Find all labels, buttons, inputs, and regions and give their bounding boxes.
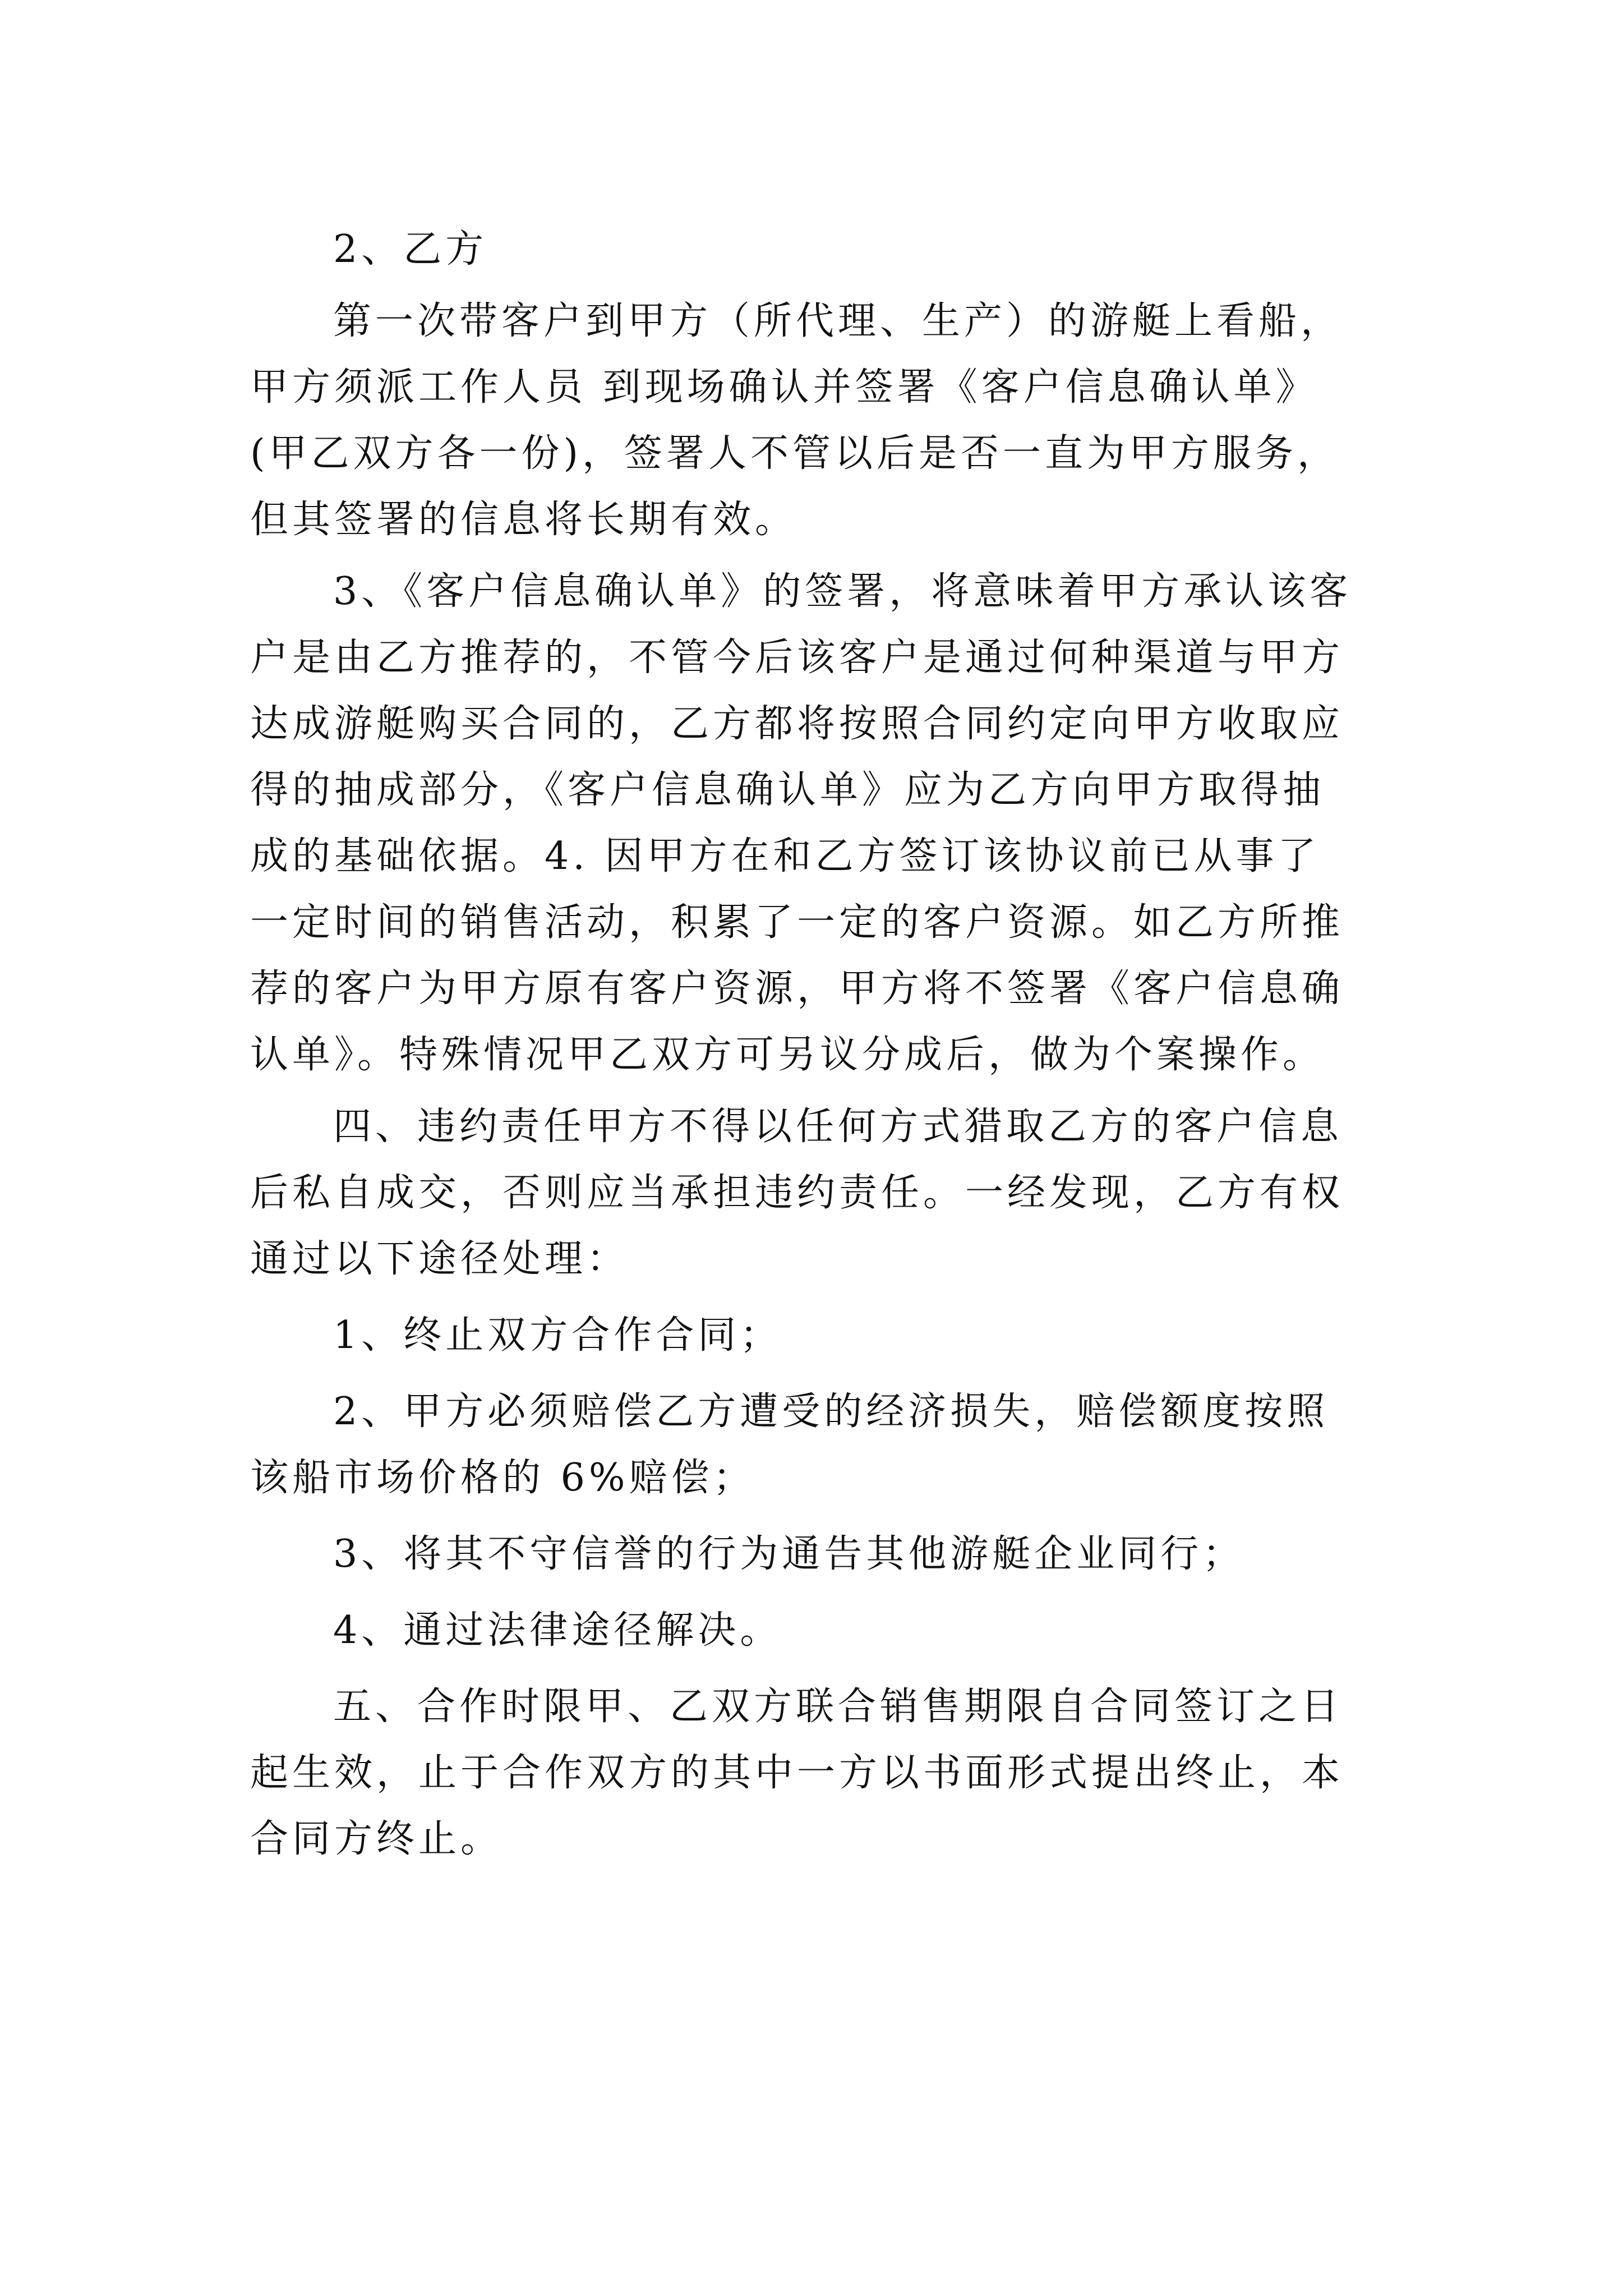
paragraph-line: 四、违约责任甲方不得以任何方式猎取乙方的客户信息 <box>333 1105 1343 1149</box>
paragraph-line: 起生效，止于合作双方的其中一方以书面形式提出终止，本 <box>250 1751 1344 1795</box>
paragraph-line: 但其签署的信息将长期有效。 <box>250 498 797 542</box>
paragraph-line: (甲乙双方各一份)，签署人不管以后是否一直为甲方服务， <box>250 431 1340 476</box>
list-item-continuation: 该船市场价格的 6%赔偿； <box>250 1456 755 1500</box>
paragraph-line: 成的基础依据。4. 因甲方在和乙方签订该协议前已从事了 <box>250 834 1320 878</box>
list-item: 4、通过法律途径解决。 <box>333 1608 782 1653</box>
paragraph-line: 通过以下途径处理： <box>250 1237 629 1281</box>
paragraph-line: 五、合作时限甲、乙双方联合销售期限自合同签订之日 <box>333 1685 1343 1729</box>
document-body <box>250 217 1389 1872</box>
section-heading-party-b: 2、乙方 <box>333 227 488 272</box>
paragraph-line: 一定时间的销售活动，积累了一定的客户资源。如乙方所推 <box>250 900 1344 945</box>
list-item: 1、终止双方合作合同； <box>333 1313 782 1358</box>
paragraph-line: 荐的客户为甲方原有客户资源，甲方将不签署《客户信息确 <box>250 967 1344 1011</box>
list-item: 3、将其不守信誉的行为通告其他游艇企业同行； <box>333 1532 1245 1576</box>
paragraph-line: 户是由乙方推荐的，不管今后该客户是通过何种渠道与甲方 <box>250 636 1344 680</box>
paragraph-line: 3、《客户信息确认单》的签署，将意味着甲方承认该客 <box>333 569 1352 614</box>
paragraph-line: 第一次带客户到甲方（所代理、生产）的游艇上看船， <box>333 299 1343 343</box>
paragraph-line: 认单》。特殊情况甲乙双方可另议分成后，做为个案操作。 <box>250 1033 1325 1077</box>
paragraph-line: 甲方须派工作人员 到现场确认并签署《客户信息确认单》 <box>250 365 1318 409</box>
paragraph-line: 后私自成交，否则应当承担违约责任。一经发现，乙方有权 <box>250 1171 1344 1215</box>
paragraph-line: 合同方终止。 <box>250 1817 503 1861</box>
paragraph-line: 得的抽成部分，《客户信息确认单》应为乙方向甲方取得抽 <box>250 768 1325 812</box>
paragraph-line: 达成游艇购买合同的，乙方都将按照合同约定向甲方收取应 <box>250 702 1344 746</box>
list-item: 2、甲方必须赔偿乙方遭受的经济损失，赔偿额度按照 <box>333 1389 1329 1434</box>
